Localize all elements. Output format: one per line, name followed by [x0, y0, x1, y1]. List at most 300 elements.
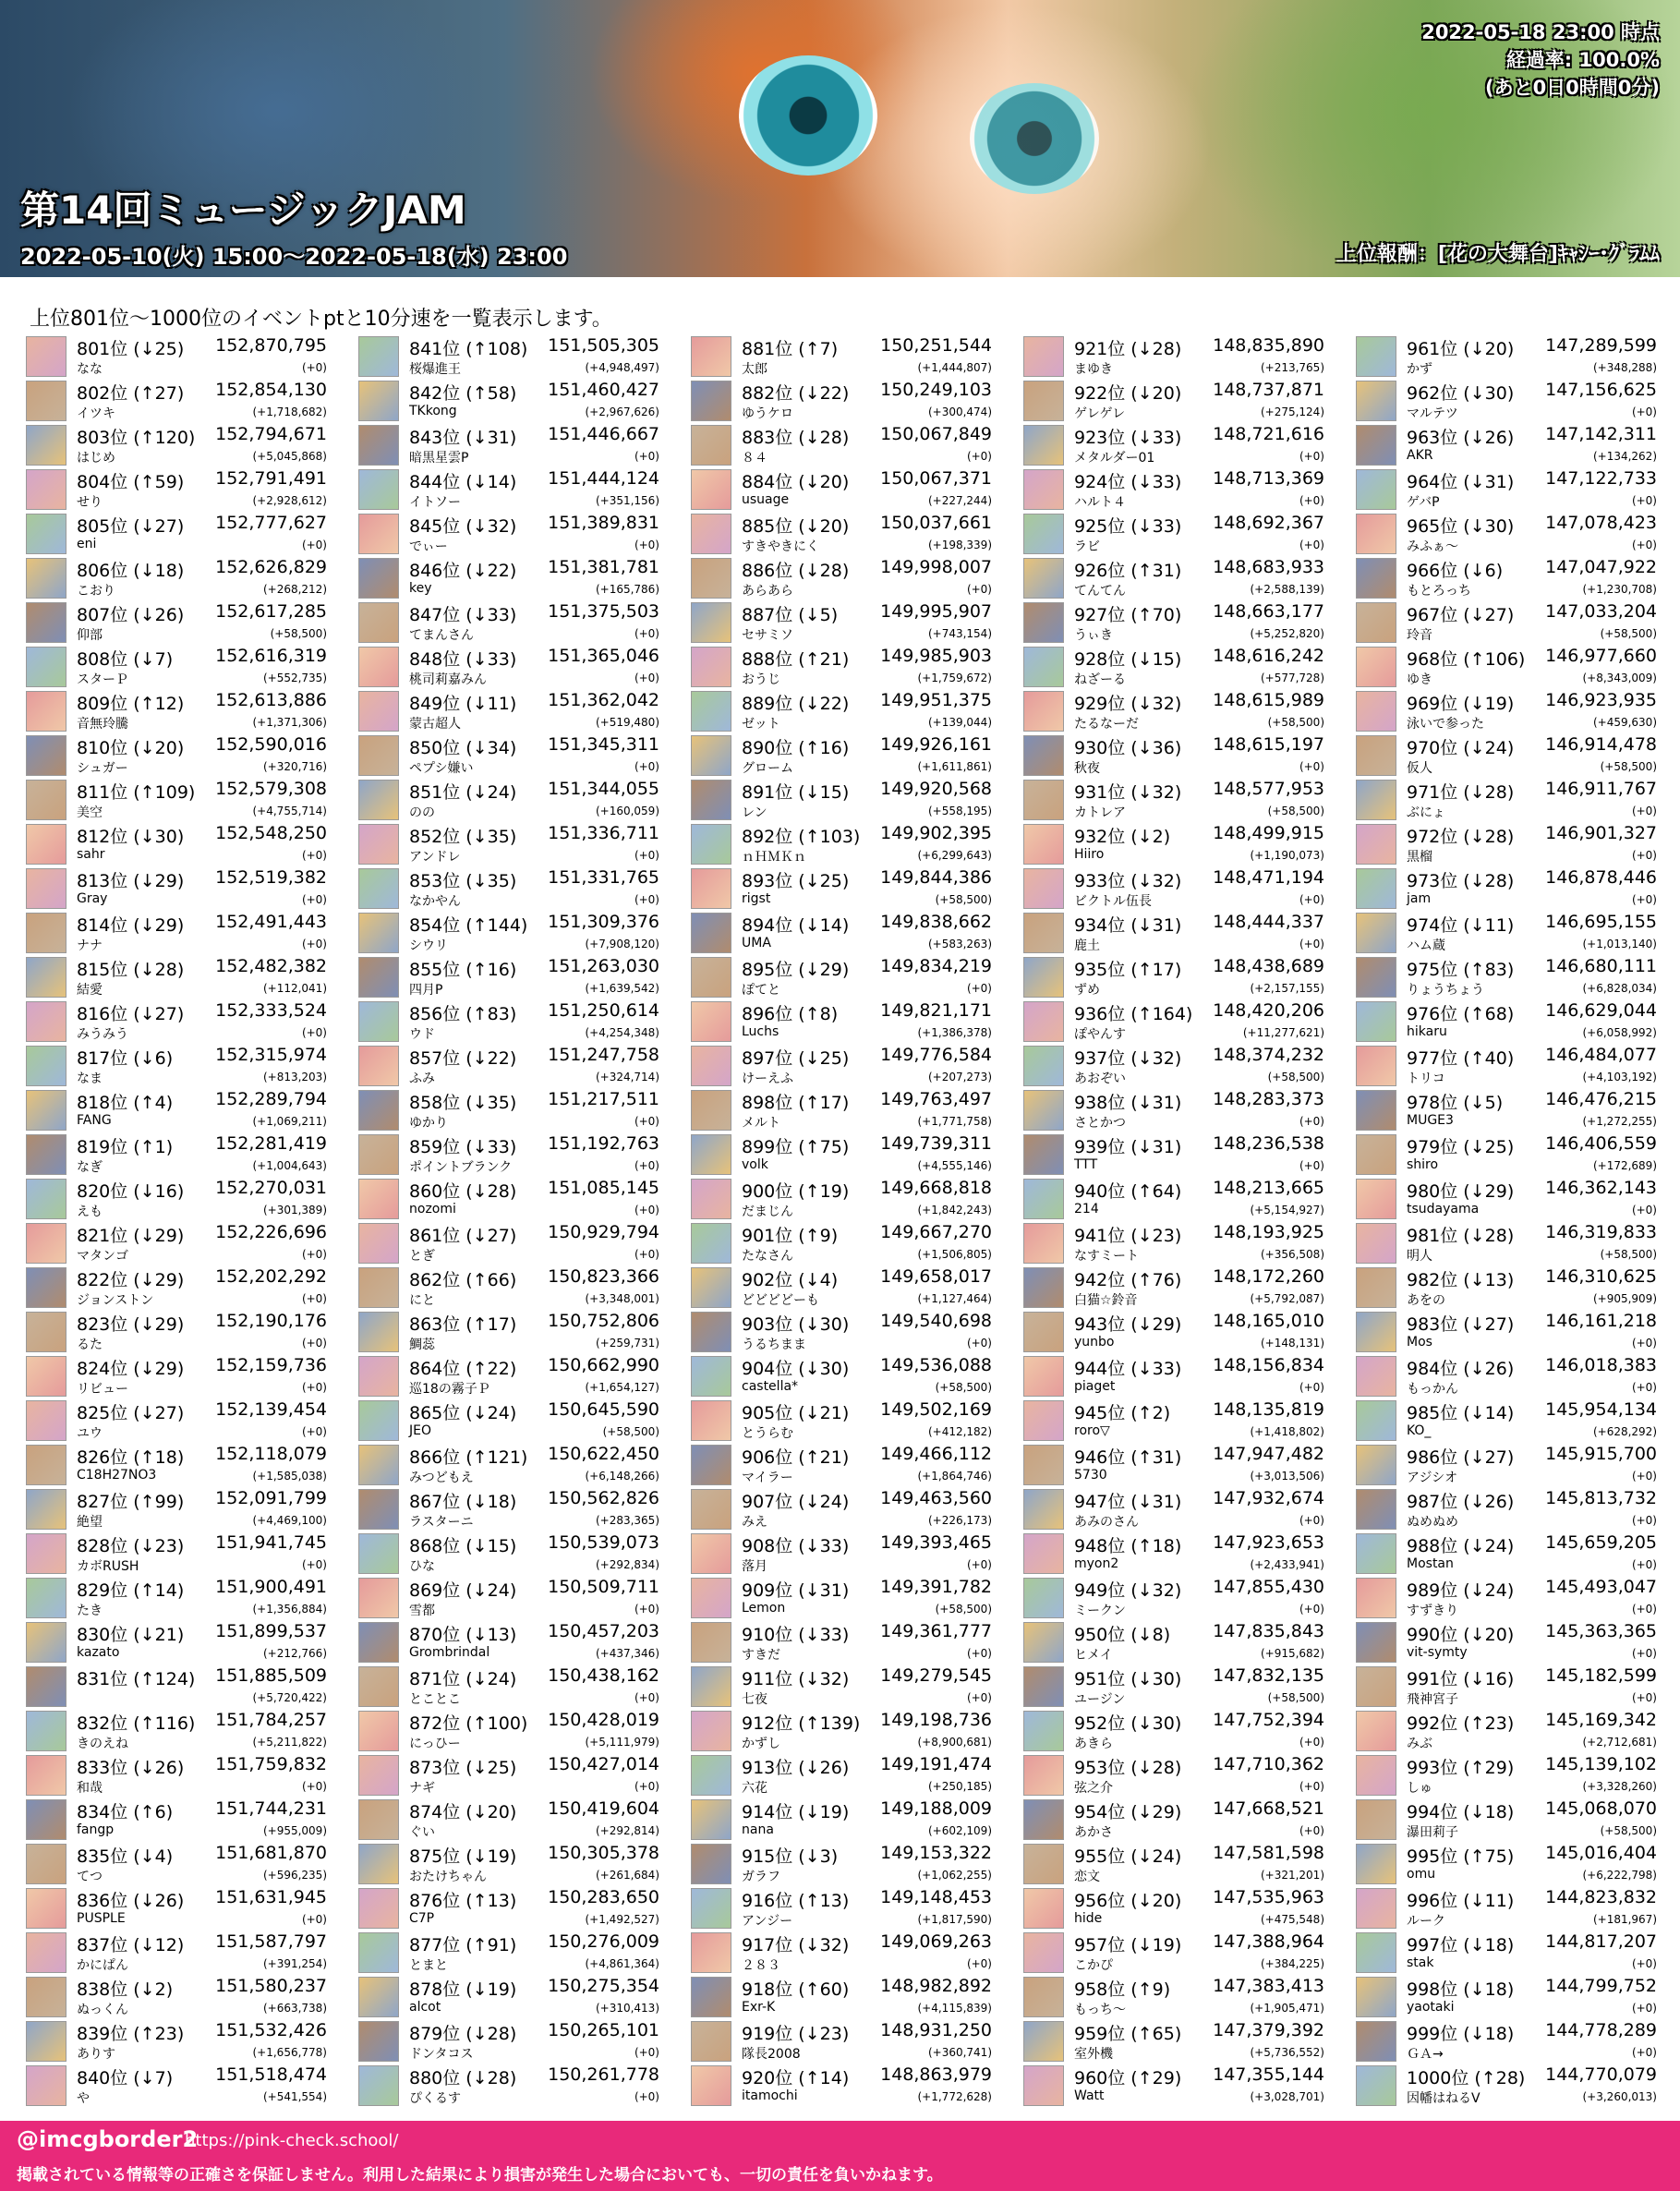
producer-name: nana [742, 1822, 774, 1837]
ranking-entry [358, 423, 663, 467]
ten-minute-speed: (+4,254,348) [585, 1026, 659, 1039]
ranking-entry [1023, 1265, 1328, 1310]
event-points: 151,247,758 [548, 1045, 659, 1065]
ranking-entry [691, 911, 996, 955]
event-points: 146,319,833 [1545, 1222, 1657, 1242]
producer-avatar-icon [1356, 1666, 1396, 1707]
rank-label: 1000位 (↑28) [1407, 2068, 1526, 2088]
rank-label: 945位 (↑2) [1074, 1403, 1171, 1423]
producer-avatar-icon [1356, 558, 1396, 599]
event-points: 145,493,047 [1545, 1577, 1657, 1597]
rank-label: 934位 (↓31) [1074, 915, 1182, 936]
event-points: 149,739,311 [880, 1133, 992, 1154]
rank-label: 941位 (↓23) [1074, 1226, 1182, 1246]
producer-name: リビュー [77, 1382, 128, 1397]
event-points: 145,068,070 [1545, 1798, 1657, 1819]
ranking-entry [1023, 733, 1328, 778]
ten-minute-speed: (+275,124) [1260, 406, 1324, 418]
producer-avatar-icon [691, 691, 731, 732]
producer-avatar-icon [26, 1977, 66, 2017]
producer-avatar-icon [26, 1888, 66, 1929]
event-points: 151,885,509 [215, 1665, 327, 1686]
event-points: 151,345,311 [548, 734, 659, 755]
ranking-entry [1023, 1620, 1328, 1664]
producer-name: FANG [77, 1113, 112, 1128]
producer-avatar-icon [691, 913, 731, 953]
producer-name: alcot [409, 2000, 441, 2015]
ten-minute-speed: (+5,720,422) [252, 1691, 327, 1704]
rank-label: 989位 (↓24) [1407, 1580, 1515, 1601]
producer-avatar-icon [691, 780, 731, 820]
producer-name: castella* [742, 1379, 799, 1394]
ten-minute-speed: (+1,718,682) [252, 406, 327, 418]
event-points: 152,270,031 [215, 1178, 327, 1198]
twitter-handle[interactable]: @imcgborder2 [17, 2126, 199, 2152]
event-points: 149,658,017 [880, 1266, 992, 1287]
ten-minute-speed: (+0) [1631, 406, 1657, 418]
rank-label: 915位 (↓3) [742, 1846, 839, 1867]
rank-label: 808位 (↓7) [77, 649, 174, 670]
producer-name: こかぴ [1074, 1958, 1113, 1973]
producer-avatar-icon [691, 647, 731, 687]
ten-minute-speed: (+0) [966, 1337, 992, 1350]
producer-name: ゆかり [409, 1116, 448, 1131]
ten-minute-speed: (+0) [301, 1248, 327, 1261]
ten-minute-speed: (+5,792,087) [1250, 1292, 1324, 1305]
event-points: 150,428,019 [548, 1710, 659, 1730]
ranking-column [26, 334, 331, 2108]
ranking-entry [1023, 600, 1328, 645]
ten-minute-speed: (+577,728) [1260, 672, 1324, 684]
rank-label: 987位 (↓26) [1407, 1492, 1515, 1512]
event-points: 148,721,616 [1213, 424, 1324, 444]
ranking-entry [358, 1088, 663, 1132]
ranking-entry [26, 423, 331, 467]
producer-avatar-icon [1356, 780, 1396, 820]
banner-illustration [739, 55, 877, 176]
producer-avatar-icon [358, 1622, 399, 1663]
producer-name: グローム [742, 761, 793, 776]
rank-label: 914位 (↓19) [742, 1802, 850, 1822]
ranking-entry [691, 556, 996, 600]
ten-minute-speed: (+0) [966, 1558, 992, 1571]
event-points: 150,283,650 [548, 1887, 659, 1907]
rank-label: 921位 (↓28) [1074, 339, 1182, 359]
ranking-entry [691, 778, 996, 822]
producer-name: eni [77, 537, 97, 551]
producer-name: vit-symty [1407, 1645, 1468, 1660]
ten-minute-speed: (+0) [1631, 1957, 1657, 1970]
producer-avatar-icon [1023, 1932, 1064, 1973]
ten-minute-speed: (+250,185) [927, 1780, 992, 1793]
producer-name: マタンゴ [77, 1249, 128, 1264]
rank-label: 878位 (↓19) [409, 1979, 517, 2000]
event-points: 148,236,538 [1213, 1133, 1324, 1154]
event-points: 150,622,450 [548, 1444, 659, 1464]
event-points: 149,776,584 [880, 1045, 992, 1065]
producer-avatar-icon [1023, 1046, 1064, 1086]
ranking-entry [1356, 1132, 1661, 1177]
producer-avatar-icon [1356, 1711, 1396, 1751]
event-points: 147,835,843 [1213, 1621, 1324, 1641]
rank-label: 961位 (↓20) [1407, 339, 1515, 359]
producer-name: えも [77, 1204, 103, 1219]
event-points: 151,250,614 [548, 1000, 659, 1021]
ten-minute-speed: (+1,759,672) [917, 672, 992, 684]
ranking-entry [26, 999, 331, 1044]
producer-name: Exr-K [742, 2000, 776, 2015]
event-points: 149,998,007 [880, 557, 992, 577]
ranking-entry [1356, 689, 1661, 733]
producer-avatar-icon [26, 1578, 66, 1618]
producer-name: UMA [742, 936, 771, 950]
producer-avatar-icon [1023, 1445, 1064, 1485]
ranking-entry [1356, 1620, 1661, 1664]
producer-name: 因幡はねるV [1407, 2091, 1481, 2106]
ranking-entry [1023, 866, 1328, 911]
ten-minute-speed: (+0) [966, 583, 992, 596]
rank-label: 885位 (↓20) [742, 516, 850, 537]
ten-minute-speed: (+0) [301, 1381, 327, 1394]
ten-minute-speed: (+0) [1631, 1337, 1657, 1350]
ranking-entry [1356, 955, 1661, 999]
rank-label: 822位 (↓29) [77, 1270, 185, 1290]
ten-minute-speed: (+1,842,243) [917, 1204, 992, 1217]
producer-avatar-icon [26, 469, 66, 510]
ten-minute-speed: (+3,260,013) [1582, 2090, 1657, 2103]
producer-name: myon2 [1074, 1556, 1119, 1571]
event-points: 152,315,974 [215, 1045, 327, 1065]
ranking-entry [26, 955, 331, 999]
ranking-entry [1023, 512, 1328, 556]
producer-name: アジシオ [1407, 1471, 1458, 1485]
event-points: 152,579,308 [215, 779, 327, 799]
ten-minute-speed: (+356,508) [1260, 1248, 1324, 1261]
ranking-entry [1356, 822, 1661, 866]
event-points: 150,249,103 [880, 380, 992, 400]
ten-minute-speed: (+5,045,868) [252, 450, 327, 463]
rank-label: 967位 (↓27) [1407, 605, 1515, 625]
producer-name: 鯛蕊 [409, 1338, 435, 1352]
ten-minute-speed: (+0) [634, 1248, 659, 1261]
event-points: 152,617,285 [215, 601, 327, 622]
ranking-entry [691, 733, 996, 778]
event-points: 149,153,322 [880, 1843, 992, 1863]
ten-minute-speed: (+2,967,626) [585, 406, 659, 418]
event-points: 148,931,250 [880, 2020, 992, 2040]
rank-label: 821位 (↓29) [77, 1226, 185, 1246]
producer-name: Watt [1074, 2088, 1105, 2103]
producer-avatar-icon [1023, 1799, 1064, 1840]
producer-name: ラビ [1074, 539, 1100, 554]
producer-avatar-icon [26, 1489, 66, 1530]
event-points: 151,331,765 [548, 867, 659, 888]
event-points: 148,616,242 [1213, 646, 1324, 666]
event-points: 151,899,537 [215, 1621, 327, 1641]
producer-name: ぽてと [742, 983, 780, 998]
ten-minute-speed: (+1,656,778) [252, 2046, 327, 2059]
ten-minute-speed: (+0) [634, 1603, 659, 1616]
rank-label: 931位 (↓32) [1074, 782, 1182, 803]
rank-label: 826位 (↑18) [77, 1447, 185, 1468]
rank-label: 920位 (↑14) [742, 2068, 850, 2088]
ranking-entry [1356, 1798, 1661, 1842]
ranking-entry [26, 1044, 331, 1088]
ten-minute-speed: (+0) [301, 1026, 327, 1039]
ten-minute-speed: (+0) [1631, 2046, 1657, 2059]
event-points: 148,283,373 [1213, 1089, 1324, 1109]
remaining-time: (あと0日0時間0分) [1484, 77, 1660, 99]
ranking-entry [358, 1576, 663, 1620]
event-points: 149,463,560 [880, 1488, 992, 1508]
rank-label: 965位 (↓30) [1407, 516, 1515, 537]
ranking-entry [26, 600, 331, 645]
ranking-entry [1023, 2064, 1328, 2108]
rank-label: 810位 (↓20) [77, 738, 185, 758]
site-link[interactable]: https://pink-check.school/ [185, 2131, 399, 2150]
producer-name: とまと [409, 1958, 448, 1973]
producer-avatar-icon [1356, 1267, 1396, 1308]
event-points: 148,692,367 [1213, 513, 1324, 533]
producer-avatar-icon [691, 1134, 731, 1175]
ranking-entry [26, 1487, 331, 1531]
producer-avatar-icon [1023, 602, 1064, 643]
event-points: 148,172,260 [1213, 1266, 1324, 1287]
producer-name: ８４ [742, 451, 767, 466]
producer-name: セサミソ [742, 628, 793, 643]
ten-minute-speed: (+813,203) [262, 1071, 327, 1083]
rank-label: 823位 (↓29) [77, 1314, 185, 1335]
ten-minute-speed: (+1,817,590) [917, 1913, 992, 1926]
ten-minute-speed: (+0) [301, 893, 327, 906]
ten-minute-speed: (+0) [1631, 494, 1657, 507]
ten-minute-speed: (+207,273) [927, 1071, 992, 1083]
event-points: 146,476,215 [1545, 1089, 1657, 1109]
ten-minute-speed: (+1,492,527) [585, 1913, 659, 1926]
rank-label: 874位 (↓20) [409, 1802, 517, 1822]
ranking-entry [691, 2019, 996, 2064]
ten-minute-speed: (+0) [301, 1292, 327, 1305]
rank-label: 868位 (↓15) [409, 1536, 517, 1556]
event-points: 145,169,342 [1545, 1710, 1657, 1730]
producer-avatar-icon [358, 1445, 399, 1485]
ten-minute-speed: (+58,500) [1267, 1691, 1324, 1704]
rank-label: 862位 (↑66) [409, 1270, 517, 1290]
producer-avatar-icon [1356, 1622, 1396, 1663]
producer-avatar-icon [691, 381, 731, 421]
ranking-entry [358, 334, 663, 379]
producer-name: メタルダー01 [1074, 451, 1155, 466]
producer-avatar-icon [358, 1888, 399, 1929]
ranking-entry [358, 600, 663, 645]
producer-name: 黒榴 [1407, 850, 1432, 865]
rank-label: 809位 (↑12) [77, 694, 185, 714]
producer-name: マイラー [742, 1471, 793, 1485]
ranking-entry [26, 1886, 331, 1931]
ten-minute-speed: (+259,731) [595, 1337, 659, 1350]
event-points: 151,365,046 [548, 646, 659, 666]
producer-name: のの [409, 805, 435, 820]
producer-name: tsudayama [1407, 1202, 1480, 1217]
event-points: 152,870,795 [215, 335, 327, 356]
rank-label: 831位 (↑124) [77, 1669, 196, 1689]
event-points: 148,499,915 [1213, 823, 1324, 843]
ranking-entry [358, 1931, 663, 1975]
rank-label: 918位 (↑60) [742, 1979, 850, 2000]
rank-label: 840位 (↓7) [77, 2068, 174, 2088]
producer-avatar-icon [358, 381, 399, 421]
event-points: 151,681,870 [215, 1843, 327, 1863]
producer-avatar-icon [1023, 735, 1064, 776]
event-points: 147,855,430 [1213, 1577, 1324, 1597]
producer-name: 白猫☆鈴音 [1074, 1293, 1138, 1308]
producer-name: ナナ [77, 938, 103, 953]
ten-minute-speed: (+0) [634, 450, 659, 463]
producer-name: yunbo [1074, 1335, 1115, 1350]
ranking-grid [26, 334, 1661, 2108]
producer-name: あおぞい [1074, 1071, 1126, 1086]
ten-minute-speed: (+628,292) [1592, 1425, 1657, 1438]
ranking-entry [1356, 379, 1661, 423]
producer-avatar-icon [26, 558, 66, 599]
event-points: 149,668,818 [880, 1178, 992, 1198]
ranking-entry [26, 1798, 331, 1842]
ten-minute-speed: (+0) [1299, 450, 1324, 463]
rank-label: 841位 (↑108) [409, 339, 528, 359]
producer-avatar-icon [691, 514, 731, 554]
ten-minute-speed: (+384,225) [1260, 1957, 1324, 1970]
rank-label: 973位 (↓28) [1407, 871, 1515, 891]
ten-minute-speed: (+0) [634, 672, 659, 684]
producer-avatar-icon [691, 1533, 731, 1574]
producer-avatar-icon [1023, 647, 1064, 687]
producer-avatar-icon [358, 647, 399, 687]
producer-name: もとろっち [1407, 584, 1471, 599]
ranking-entry [26, 911, 331, 955]
event-title: 第14回ミュージックJAM [20, 188, 466, 233]
event-points: 146,161,218 [1545, 1311, 1657, 1331]
producer-name: にっひー [409, 1737, 461, 1751]
ranking-entry [26, 1709, 331, 1753]
ten-minute-speed: (+0) [1299, 1381, 1324, 1394]
producer-name: ゲレゲレ [1074, 406, 1126, 421]
ten-minute-speed: (+0) [634, 760, 659, 773]
producer-name: Luchs [742, 1024, 780, 1039]
ten-minute-speed: (+0) [1299, 1603, 1324, 1616]
ranking-entry [1023, 1709, 1328, 1753]
event-points: 152,794,671 [215, 424, 327, 444]
producer-avatar-icon [1356, 957, 1396, 998]
ranking-entry [358, 2064, 663, 2108]
ten-minute-speed: (+58,500) [1600, 1248, 1657, 1261]
producer-name: C18H27NO3 [77, 1468, 157, 1483]
rank-label: 905位 (↓21) [742, 1403, 850, 1423]
rank-label: 890位 (↑16) [742, 738, 850, 758]
ten-minute-speed: (+5,252,820) [1250, 627, 1324, 640]
ranking-column [358, 334, 663, 2108]
event-points: 152,226,696 [215, 1222, 327, 1242]
ten-minute-speed: (+0) [1299, 539, 1324, 551]
producer-avatar-icon [1023, 1888, 1064, 1929]
producer-name: まゆき [1074, 362, 1113, 377]
ten-minute-speed: (+0) [301, 1913, 327, 1926]
ten-minute-speed: (+0) [1299, 1159, 1324, 1172]
producer-name: せり [77, 495, 103, 510]
event-points: 146,484,077 [1545, 1045, 1657, 1065]
producer-name: ひな [409, 1559, 435, 1574]
rank-label: 820位 (↓16) [77, 1181, 185, 1202]
ten-minute-speed: (+1,771,758) [917, 1115, 992, 1128]
producer-avatar-icon [1356, 735, 1396, 776]
rank-label: 977位 (↑40) [1407, 1048, 1515, 1069]
rank-label: 959位 (↑65) [1074, 2024, 1182, 2044]
producer-name: かずし [742, 1737, 780, 1751]
rank-label: 846位 (↓22) [409, 561, 517, 581]
ten-minute-speed: (+0) [301, 361, 327, 374]
rank-label: 974位 (↓11) [1407, 915, 1515, 936]
producer-name: シウリ [409, 938, 448, 953]
event-points: 147,923,653 [1213, 1532, 1324, 1553]
producer-avatar-icon [691, 1799, 731, 1840]
rank-label: 882位 (↓22) [742, 383, 850, 404]
rank-label: 844位 (↓14) [409, 472, 517, 492]
ten-minute-speed: (+0) [1299, 760, 1324, 773]
rank-label: 860位 (↓28) [409, 1181, 517, 1202]
ranking-entry [358, 1531, 663, 1576]
rank-label: 943位 (↓29) [1074, 1314, 1182, 1335]
event-points: 150,662,990 [548, 1355, 659, 1375]
ranking-entry [1356, 645, 1661, 689]
ten-minute-speed: (+1,418,802) [1250, 1425, 1324, 1438]
ranking-entry [26, 866, 331, 911]
ranking-entry [1023, 778, 1328, 822]
producer-name: イトソー [409, 495, 461, 510]
ranking-entry [1356, 2064, 1661, 2108]
ten-minute-speed: (+0) [634, 1159, 659, 1172]
ranking-entry [358, 1487, 663, 1531]
ranking-entry [358, 1398, 663, 1443]
ten-minute-speed: (+4,469,100) [252, 1514, 327, 1527]
ten-minute-speed: (+0) [1299, 1780, 1324, 1793]
event-points: 151,744,231 [215, 1798, 327, 1819]
rank-label: 895位 (↓29) [742, 960, 850, 980]
event-points: 150,427,014 [548, 1754, 659, 1774]
event-points: 149,834,219 [880, 956, 992, 976]
event-points: 149,361,777 [880, 1621, 992, 1641]
rank-label: 966位 (↓6) [1407, 561, 1504, 581]
ten-minute-speed: (+0) [301, 539, 327, 551]
producer-avatar-icon [358, 1844, 399, 1884]
ranking-entry [1023, 1886, 1328, 1931]
producer-name: 桃司莉嘉みん [409, 672, 487, 687]
producer-avatar-icon [26, 1932, 66, 1973]
producer-avatar-icon [26, 780, 66, 820]
ten-minute-speed: (+360,741) [927, 2046, 992, 2059]
ranking-entry [1356, 1931, 1661, 1975]
event-points: 148,863,979 [880, 2064, 992, 2085]
producer-avatar-icon [1356, 1445, 1396, 1485]
ranking-entry [358, 866, 663, 911]
rank-label: 850位 (↓34) [409, 738, 517, 758]
ranking-entry [691, 999, 996, 1044]
rank-label: 944位 (↓33) [1074, 1359, 1182, 1379]
producer-avatar-icon [1356, 868, 1396, 909]
ranking-entry [358, 733, 663, 778]
producer-avatar-icon [1356, 425, 1396, 466]
ranking-entry [26, 1620, 331, 1664]
producer-avatar-icon [1356, 1489, 1396, 1530]
event-points: 151,085,145 [548, 1178, 659, 1198]
